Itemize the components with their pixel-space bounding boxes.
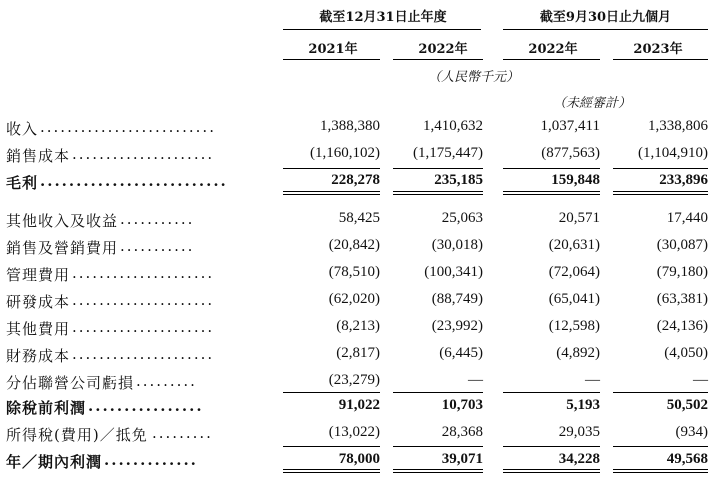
double-rule-gross-4 bbox=[613, 191, 708, 195]
row-leader-dots: ..................... bbox=[72, 345, 215, 363]
row-label: 其他收入及收益 bbox=[6, 212, 119, 230]
table-row bbox=[0, 210, 710, 230]
row-value-col-4: 233,896 bbox=[659, 172, 708, 188]
row-label: 年／期內利潤 bbox=[6, 453, 103, 471]
table-row bbox=[0, 318, 710, 338]
row-value-col-4: (24,136) bbox=[656, 318, 708, 334]
table-row bbox=[0, 264, 710, 284]
year-header-1: 2021年 bbox=[308, 42, 358, 57]
table-row bbox=[0, 345, 710, 365]
row-leader-dots: .......................... bbox=[40, 172, 228, 190]
row-value-col-1: 1,388,380 bbox=[320, 118, 380, 134]
row-label: 銷售及營銷費用 bbox=[6, 239, 119, 257]
table-row bbox=[0, 118, 710, 138]
tax-rule-4 bbox=[613, 446, 708, 447]
row-leader-dots: ......... bbox=[152, 424, 213, 442]
double-rule-gross-2 bbox=[393, 191, 483, 195]
row-value-col-4: (30,087) bbox=[656, 237, 708, 253]
row-label: 毛利 bbox=[6, 174, 39, 192]
row-value-col-1: (23,279) bbox=[328, 372, 380, 388]
subtotal-rule-4 bbox=[613, 168, 708, 169]
row-value-col-3: (4,892) bbox=[556, 345, 600, 361]
row-value-col-4: (79,180) bbox=[656, 264, 708, 280]
double-rule-profit-3 bbox=[503, 469, 600, 473]
row-value-col-3: 159,848 bbox=[551, 172, 600, 188]
row-value-col-3: (12,598) bbox=[548, 318, 600, 334]
row-value-col-1: (62,020) bbox=[328, 291, 380, 307]
tax-rule-2 bbox=[393, 446, 483, 447]
row-value-col-3: 1,037,411 bbox=[540, 118, 600, 134]
row-leader-dots: ..................... bbox=[72, 145, 215, 163]
row-value-col-2: (30,018) bbox=[431, 237, 483, 253]
double-rule-profit-2 bbox=[393, 469, 483, 473]
unaudited-note: （未經審計） bbox=[553, 96, 632, 111]
row-value-col-4: 1,338,806 bbox=[648, 118, 708, 134]
year-header-2: 2022年 bbox=[418, 42, 468, 57]
header-rule-nine-months bbox=[503, 29, 708, 30]
row-value-col-1: (78,510) bbox=[328, 264, 380, 280]
row-value-col-4: — bbox=[693, 372, 708, 388]
row-leader-dots: ........... bbox=[120, 237, 195, 255]
table-row bbox=[0, 291, 710, 311]
row-leader-dots: ..................... bbox=[72, 318, 215, 336]
row-leader-dots: ............. bbox=[104, 451, 198, 469]
double-rule-gross-3 bbox=[503, 191, 600, 195]
subtotal-rule-1 bbox=[283, 168, 380, 169]
row-leader-dots: ..................... bbox=[72, 291, 215, 309]
row-value-col-4: (934) bbox=[675, 424, 708, 440]
pretax-rule-3 bbox=[503, 392, 600, 393]
row-value-col-3: (65,041) bbox=[548, 291, 600, 307]
row-value-col-1: (1,160,102) bbox=[310, 145, 380, 161]
table-row bbox=[0, 397, 710, 417]
pretax-rule-1 bbox=[283, 392, 380, 393]
row-leader-dots: ..................... bbox=[72, 264, 215, 282]
row-value-col-1: 228,278 bbox=[331, 172, 380, 188]
row-label: 管理費用 bbox=[6, 266, 71, 284]
row-value-col-3: 5,193 bbox=[566, 397, 600, 413]
tax-rule-1 bbox=[283, 446, 380, 447]
row-value-col-1: (8,213) bbox=[336, 318, 380, 334]
row-label: 研發成本 bbox=[6, 293, 71, 311]
year-rule-2 bbox=[393, 59, 483, 60]
year-rule-1 bbox=[283, 59, 380, 60]
row-label: 銷售成本 bbox=[6, 147, 71, 165]
row-value-col-4: (63,381) bbox=[656, 291, 708, 307]
row-value-col-2: 1,410,632 bbox=[423, 118, 483, 134]
double-rule-gross-1 bbox=[283, 191, 380, 195]
table-row bbox=[0, 424, 710, 444]
row-value-col-4: 50,502 bbox=[666, 397, 708, 413]
row-label: 財務成本 bbox=[6, 347, 71, 365]
subtotal-rule-3 bbox=[503, 168, 600, 169]
row-value-col-1: (2,817) bbox=[336, 345, 380, 361]
row-value-col-1: (20,842) bbox=[328, 237, 380, 253]
row-value-col-4: 17,440 bbox=[666, 210, 708, 226]
year-header-4: 2023年 bbox=[633, 42, 683, 57]
header-rule-year bbox=[283, 29, 481, 30]
pretax-rule-2 bbox=[393, 392, 483, 393]
row-value-col-2: (88,749) bbox=[431, 291, 483, 307]
row-value-col-3: 20,571 bbox=[558, 210, 600, 226]
row-label: 收入 bbox=[6, 120, 39, 138]
row-label: 所得稅(費用)／抵免 bbox=[6, 426, 148, 444]
row-value-col-1: (13,022) bbox=[328, 424, 380, 440]
table-row bbox=[0, 451, 710, 471]
unit-note: （人民幣千元） bbox=[428, 70, 520, 85]
row-leader-dots: ......... bbox=[136, 372, 197, 390]
row-value-col-3: — bbox=[585, 372, 600, 388]
row-value-col-1: 78,000 bbox=[338, 451, 380, 467]
row-value-col-1: 58,425 bbox=[338, 210, 380, 226]
table-row bbox=[0, 172, 710, 192]
year-rule-3 bbox=[503, 59, 600, 60]
row-value-col-2: 235,185 bbox=[434, 172, 483, 188]
year-rule-4 bbox=[613, 59, 708, 60]
row-value-col-2: 25,063 bbox=[441, 210, 483, 226]
row-value-col-4: (4,050) bbox=[664, 345, 708, 361]
subtotal-rule-2 bbox=[393, 168, 483, 169]
row-value-col-2: — bbox=[468, 372, 483, 388]
double-rule-profit-4 bbox=[613, 469, 708, 473]
row-value-col-2: (6,445) bbox=[439, 345, 483, 361]
table-row bbox=[0, 237, 710, 257]
row-value-col-1: 91,022 bbox=[338, 397, 380, 413]
tax-rule-3 bbox=[503, 446, 600, 447]
row-value-col-3: (20,631) bbox=[548, 237, 600, 253]
row-value-col-3: (72,064) bbox=[548, 264, 600, 280]
row-label: 分佔聯營公司虧損 bbox=[6, 374, 135, 392]
row-leader-dots: ........... bbox=[120, 210, 195, 228]
double-rule-profit-1 bbox=[283, 469, 380, 473]
row-value-col-3: (877,563) bbox=[541, 145, 600, 161]
row-value-col-3: 29,035 bbox=[558, 424, 600, 440]
row-leader-dots: .......................... bbox=[40, 118, 216, 136]
row-value-col-2: 10,703 bbox=[441, 397, 483, 413]
year-header-3: 2022年 bbox=[528, 42, 578, 57]
row-value-col-4: (1,104,910) bbox=[638, 145, 708, 161]
row-label: 除稅前利潤 bbox=[6, 399, 87, 417]
row-value-col-2: (100,341) bbox=[424, 264, 483, 280]
row-value-col-2: 39,071 bbox=[441, 451, 483, 467]
row-label: 其他費用 bbox=[6, 320, 71, 338]
row-value-col-2: (23,992) bbox=[431, 318, 483, 334]
pretax-rule-4 bbox=[613, 392, 708, 393]
row-value-col-3: 34,228 bbox=[558, 451, 600, 467]
row-value-col-2: 28,368 bbox=[441, 424, 483, 440]
header-group-year: 截至12月31日止年度 bbox=[319, 10, 447, 25]
table-row bbox=[0, 145, 710, 165]
row-value-col-2: (1,175,447) bbox=[413, 145, 483, 161]
header-group-nine-months: 截至9月30日止九個月 bbox=[539, 10, 672, 25]
row-value-col-4: 49,568 bbox=[666, 451, 708, 467]
row-leader-dots: ................ bbox=[88, 397, 204, 415]
table-row bbox=[0, 372, 710, 392]
